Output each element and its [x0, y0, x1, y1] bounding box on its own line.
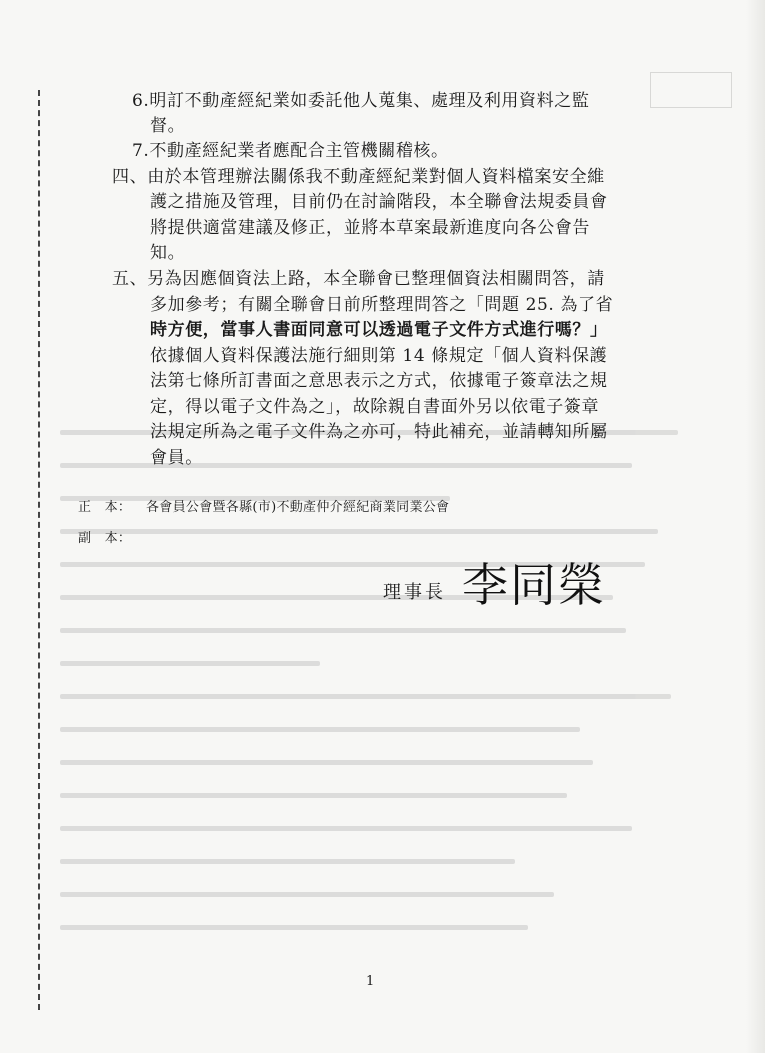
body-line: 依據個人資料保護法施行細則第 14 條規定「個人資料保護	[150, 346, 608, 366]
bleed-through-stamp-box	[650, 72, 732, 108]
body-line: 6.明訂不動產經紀業如委託他人蒐集、處理及利用資料之監	[132, 91, 590, 111]
body-line-bold: 時方便，當事人書面同意可以透過電子文件方式進行嗎？」	[150, 320, 608, 340]
body-line: 定，得以電子文件為之」，故除親自書面外另以依電子簽章	[150, 397, 600, 417]
body-line: 五、另為因應個資法上路，本全聯會已整理個資法相關問答，請	[112, 269, 605, 289]
page-number: 1	[366, 974, 375, 989]
body-line: 四、由於本管理辦法關係我不動產經紀業對個人資料檔案安全維	[112, 167, 605, 187]
signature-title: 理事長	[383, 582, 446, 603]
page-edge-shadow	[746, 0, 765, 1053]
body-line: 法規定所為之電子文件為之亦可，特此補充，並請轉知所屬	[150, 422, 608, 442]
main-recipient-label: 正 本：	[78, 500, 132, 515]
body-line: 知。	[150, 243, 186, 263]
copy-recipient-label: 副 本：	[78, 531, 132, 546]
body-line: 7.不動產經紀業者應配合主管機關稽核。	[132, 141, 449, 161]
signature-name: 李同榮	[462, 558, 606, 612]
binding-dashed-line	[38, 90, 40, 1010]
body-line: 會員。	[150, 448, 203, 468]
body-line: 護之措施及管理，目前仍在討論階段，本全聯會法規委員會	[150, 192, 608, 212]
body-line: 督。	[150, 116, 186, 136]
main-recipient-value: 各會員公會暨各縣(市)不動產仲介經紀商業同業公會	[146, 500, 450, 515]
body-line: 將提供適當建議及修正，並將本草案最新進度向各公會告	[150, 218, 590, 238]
body-line: 法第七條所訂書面之意思表示之方式，依據電子簽章法之規	[150, 371, 608, 391]
body-line: 多加參考；有關全聯會日前所整理問答之「問題 25. 為了省	[150, 295, 614, 315]
